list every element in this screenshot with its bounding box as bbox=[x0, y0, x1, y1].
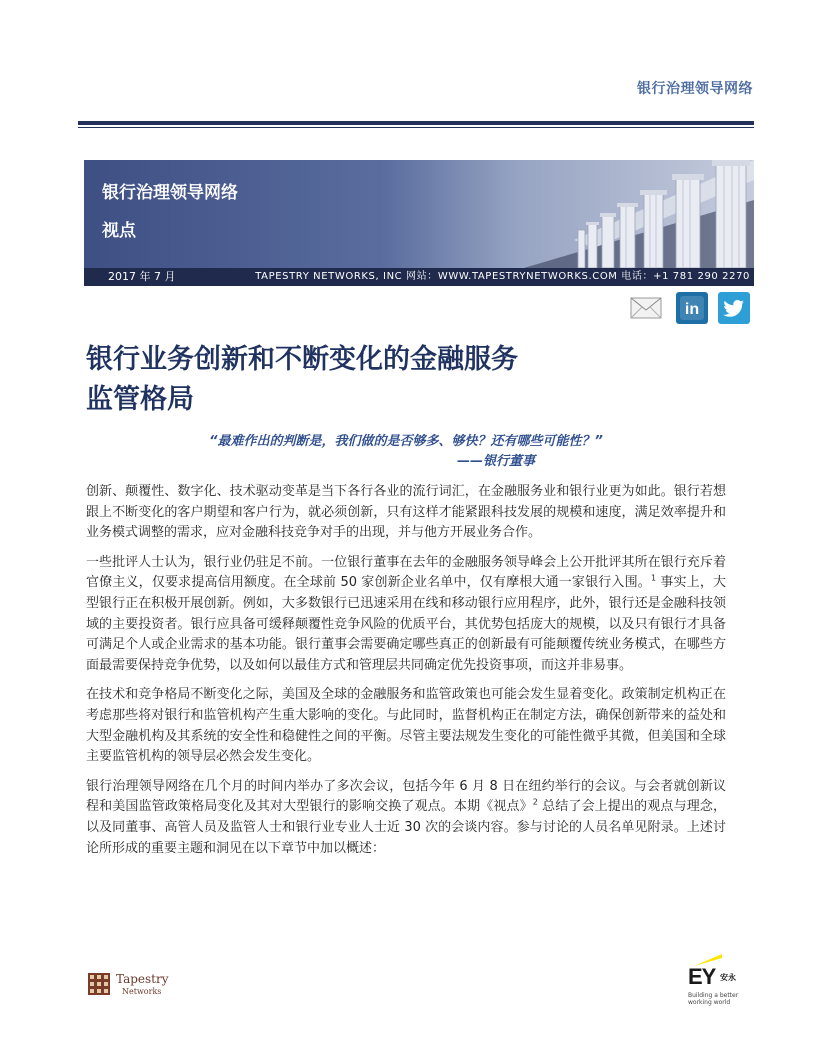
pull-quote bbox=[86, 432, 726, 472]
article-body bbox=[86, 482, 726, 868]
tapestry-sub: Networks bbox=[122, 987, 162, 996]
paragraph-2 bbox=[86, 553, 726, 677]
ey-logo bbox=[686, 948, 756, 1024]
linkedin-icon bbox=[676, 292, 708, 324]
footnote-ref-1[interactable]: 1 bbox=[650, 574, 657, 584]
ey-logo-text: EY bbox=[688, 964, 716, 989]
banner-title: 银行治理领导网络 bbox=[102, 183, 238, 203]
header-network-name: 银行治理领导网络 bbox=[637, 81, 753, 97]
twitter-share-button[interactable] bbox=[718, 292, 750, 324]
paragraph-4-part-b: 总结了会上提出的观点与理念，以及同董事、高管人员及监管人士和银行业专业人士近 30 次的会谈内容。参与讨论的人员名单见附录。上述讨论所形成的重要主题和洞见在以下章节中加以概述： bbox=[86, 799, 726, 856]
pull-quote-attribution: ——银行董事 bbox=[456, 454, 535, 469]
mail-share-button[interactable] bbox=[630, 292, 662, 324]
tapestry-name: Tapestry bbox=[116, 972, 169, 986]
ey-tagline: Building a better working world bbox=[688, 992, 739, 1006]
article-title bbox=[86, 340, 706, 420]
banner-subtitle: 视点 bbox=[102, 221, 136, 241]
paragraph-4 bbox=[86, 777, 726, 859]
svg-text:in: in bbox=[684, 301, 700, 318]
contact-info: TAPESTRY NETWORKS, INC 网站：WWW.TAPESTRYNETWORKS.COM 电话：+1 781 290 2270 bbox=[255, 271, 750, 282]
tapestry-logo bbox=[88, 972, 208, 1002]
twitter-icon bbox=[718, 292, 750, 324]
linkedin-share-button[interactable] bbox=[676, 292, 708, 324]
ey-chinese-name: 安永 bbox=[720, 973, 736, 982]
paragraph-2-part-a: 一些批评人士认为，银行业仍驻足不前。一位银行董事在去年的金融服务领导峰会上公开批评其所在银行充斥着官僚主义，仅要求提高信用额度。在全球前 50 家创新企业名单中，仅有摩根大通一家银行入围。 bbox=[86, 554, 726, 591]
article-title-line2: 监管格局 bbox=[86, 384, 194, 415]
header-rule-thin bbox=[78, 127, 754, 128]
columns-illustration bbox=[454, 160, 754, 268]
header-rule-thick bbox=[78, 121, 754, 125]
mail-icon bbox=[630, 292, 662, 324]
paragraph-3: 在技术和竞争格局不断变化之际，美国及全球的金融服务和监管政策也可能会发生显着变化。政策制定机构正在考虑那些将对银行和监管机构产生重大影响的变化。与此同时，监督机构正在制定方法，确保创新带来的益处和大型金融机构及其系统的安全性和稳健性之间的平衡。尽管主要法规发生变化的可能性微乎其微，但美国和全球主要监管机构的领导层必然会发生变化。 bbox=[86, 687, 726, 765]
banner bbox=[84, 160, 754, 268]
info-bar bbox=[84, 268, 754, 286]
paragraph-2-part-b: 事实上，大型银行正在积极开展创新。例如，大多数银行已迅速采用在线和移动银行应用程序，此外，银行还是金融科技领域的主要投资者。银行应具备可缓释颠覆性竞争风险的优质平台，其优势包括庞大的规模，以及只有银行才具备可满足个人或企业需求的基本功能。银行董事会需要确定哪些真正的创新最有可能颠覆传统业务模式，在哪些方面最需要保持竞争优势，以及如何以最佳方式和管理层共同确定优先投资事项，而这并非易事。 bbox=[86, 575, 726, 673]
article-title-line1: 银行业务创新和不断变化的金融服务 bbox=[86, 344, 518, 375]
paragraph-1: 创新、颠覆性、数字化、技术驱动变革是当下各行各业的流行词汇，在金融服务业和银行业更为如此。银行若想跟上不断变化的客户期望和客户行为，就必须创新，只有这样才能紧跟科技发展的规模和速度，满足效率提升和业务模式调整的需求，应对金融科技竞争对手的出现，并与他方开展业务合作。 bbox=[86, 484, 726, 541]
publication-date: 2017 年 7 月 bbox=[108, 270, 176, 283]
pull-quote-text: “最难作出的判断是，我们做的是否够多、够快？还有哪些可能性？” bbox=[209, 434, 603, 449]
paragraph-4-part-a: 银行治理领导网络在几个月的时间内举办了多次会议，包括今年 6 月 8 日在纽约举行的会议。与会者就创新议程和美国监管政策格局变化及其对大型银行的影响交换了观点。本期《视点》 bbox=[86, 778, 726, 815]
footnote-ref-2[interactable]: 2 bbox=[532, 797, 538, 807]
tapestry-pattern-icon bbox=[88, 973, 110, 995]
